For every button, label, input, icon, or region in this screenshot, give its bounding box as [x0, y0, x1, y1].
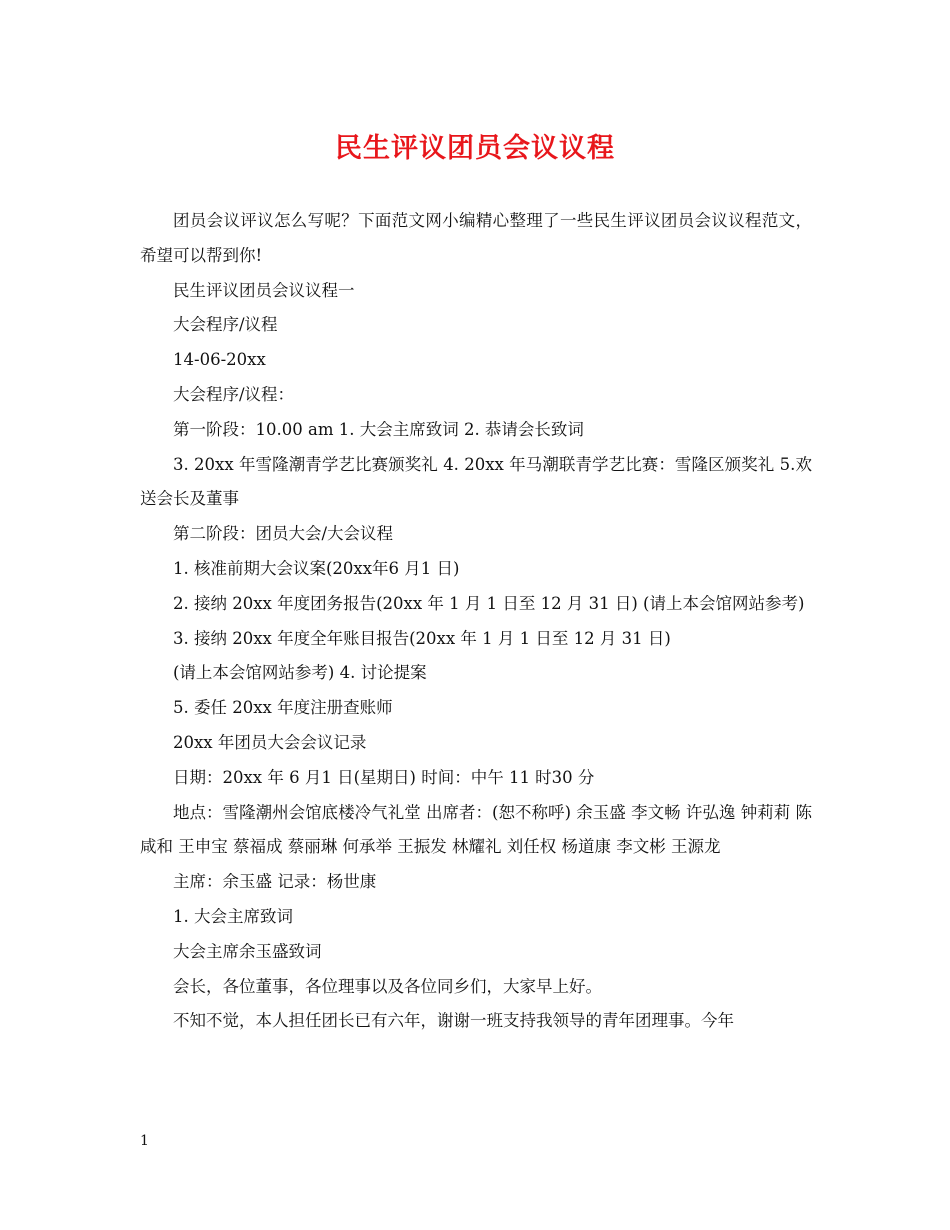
paragraph-speech-item: 1. 大会主席致词	[173, 906, 293, 926]
paragraph-item-three: 3. 接纳 20xx 年度全年账目报告(20xx 年 1 月 1 日至 12 月 31 日)	[173, 628, 671, 648]
paragraph-item-three-ref: (请上本会馆网站参考) 4. 讨论提案	[173, 663, 427, 683]
paragraph-minutes-date: 日期：20xx 年 6 月1 日(星期日) 时间：中午 11 时30 分	[173, 767, 595, 787]
paragraph-stage-two: 第二阶段：团员大会/大会议程	[173, 524, 394, 544]
paragraph-awards: 3. 20xx 年雪隆潮青学艺比赛颁奖礼 4. 20xx 年马潮联青学艺比赛：雪隆区颁奖礼 5.欢送会长及董事	[140, 454, 812, 509]
paragraph-date: 14-06-20xx	[173, 350, 266, 370]
paragraph-stage-one: 第一阶段：10.00 am 1. 大会主席致词 2. 恭请会长致词	[173, 419, 584, 439]
paragraph-attendees: 地点：雪隆潮州会馆底楼冷气礼堂 出席者：(恕不称呼) 余玉盛 李文畅 许弘逸 钟莉莉 陈咸和 王申宝 蔡福成 蔡丽琳 何承举 王振发 林耀礼 刘任权 杨道康 李文彬 王源龙	[140, 802, 812, 857]
document-body	[140, 204, 812, 1039]
paragraph-agenda-heading: 大会程序/议程	[173, 315, 278, 335]
paragraph-intro: 团员会议评议怎么写呢？下面范文网小编精心整理了一些民生评议团员会议议程范文，希望可以帮到你!	[140, 211, 812, 265]
document-title: 民生评议团员会议议程	[335, 133, 615, 164]
page-number: 1	[140, 1133, 149, 1149]
paragraph-chair-recorder: 主席：余玉盛 记录：杨世康	[173, 872, 377, 892]
paragraph-item-one: 1. 核准前期大会议案(20xx年6 月1 日)	[173, 558, 460, 578]
paragraph-greeting: 会长，各位董事，各位理事以及各位同乡们，大家早上好。	[173, 976, 602, 996]
paragraph-section-title: 民生评议团员会议议程一	[173, 280, 355, 300]
paragraph-minutes-title: 20xx 年团员大会会议记录	[173, 732, 367, 752]
paragraph-item-two: 2. 接纳 20xx 年度团务报告(20xx 年 1 月 1 日至 12 月 31 日) (请上本会馆网站参考)	[173, 593, 805, 613]
paragraph-item-five: 5. 委任 20xx 年度注册查账师	[173, 698, 393, 718]
paragraph-agenda-label: 大会程序/议程：	[173, 384, 295, 404]
paragraph-speech-heading: 大会主席余玉盛致词	[173, 941, 322, 961]
paragraph-speech-body: 不知不觉，本人担任团长已有六年，谢谢一班支持我领导的青年团理事。今年	[173, 1011, 734, 1031]
